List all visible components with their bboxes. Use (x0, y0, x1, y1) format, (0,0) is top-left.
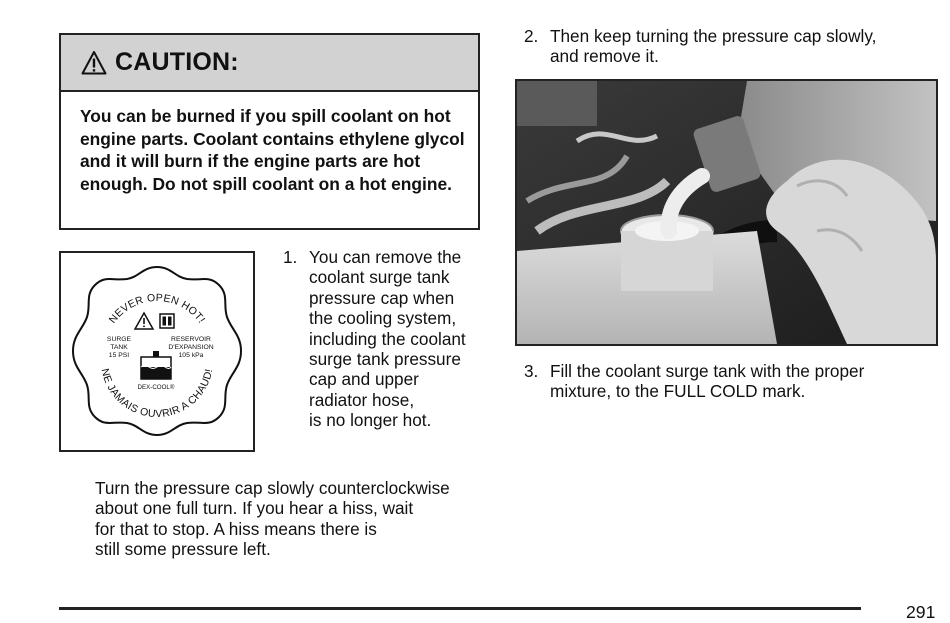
footer-rule (59, 607, 861, 610)
step-2-text: Then keep turning the pressure cap slowly, and remove it. (550, 26, 877, 67)
turn-instruction-text: Turn the pressure cap slowly counterclockwise about one full turn. If you hear a hiss, wait for that to stop. A hiss means there is still some pressure left. (95, 478, 450, 560)
caution-title: CAUTION: (115, 48, 239, 76)
page-number: 291 (906, 602, 936, 622)
pressure-cap-illustration (59, 251, 255, 452)
caution-text: You can be burned if you spill coolant on hot engine parts. Coolant contains ethylene glycol and it will burn if the engine parts are hot enough. Do not spill coolant on a hot engine. (80, 106, 465, 194)
step-2-number: 2. (524, 26, 539, 46)
reservoir-label: RESERVOIR (171, 336, 211, 343)
cap-removal-photo (515, 79, 938, 346)
warning-triangle-icon (81, 50, 107, 76)
dexcool-label: DEX-COOL® (137, 384, 175, 391)
manual-icon (160, 314, 174, 328)
cap-top-text: NEVER OPEN HOT! (106, 291, 208, 326)
psi-label: 15 PSI (108, 352, 130, 359)
expansion-label: D'EXPANSION (168, 344, 214, 351)
caution-header (61, 35, 478, 92)
step-1-number: 1. (283, 247, 298, 267)
tank-label: TANK (110, 344, 128, 351)
step-3 (524, 361, 924, 402)
step-3-number: 3. (524, 361, 539, 381)
step-2 (524, 26, 924, 67)
caution-box (59, 33, 480, 230)
kpa-label: 105 kPa (178, 352, 204, 359)
step-3-text: Fill the coolant surge tank with the proper mixture, to the FULL COLD mark. (550, 361, 865, 402)
surge-label: SURGE (106, 336, 132, 343)
step-1 (283, 247, 493, 431)
cap-bottom-text: NE JAMAIS OUVRIR A CHAUD! (98, 367, 216, 421)
step-1-text: You can remove the coolant surge tank pressure cap when the cooling system, including the coolant surge tank pressure cap and upper radiator hose, is no longer hot. (309, 247, 466, 431)
